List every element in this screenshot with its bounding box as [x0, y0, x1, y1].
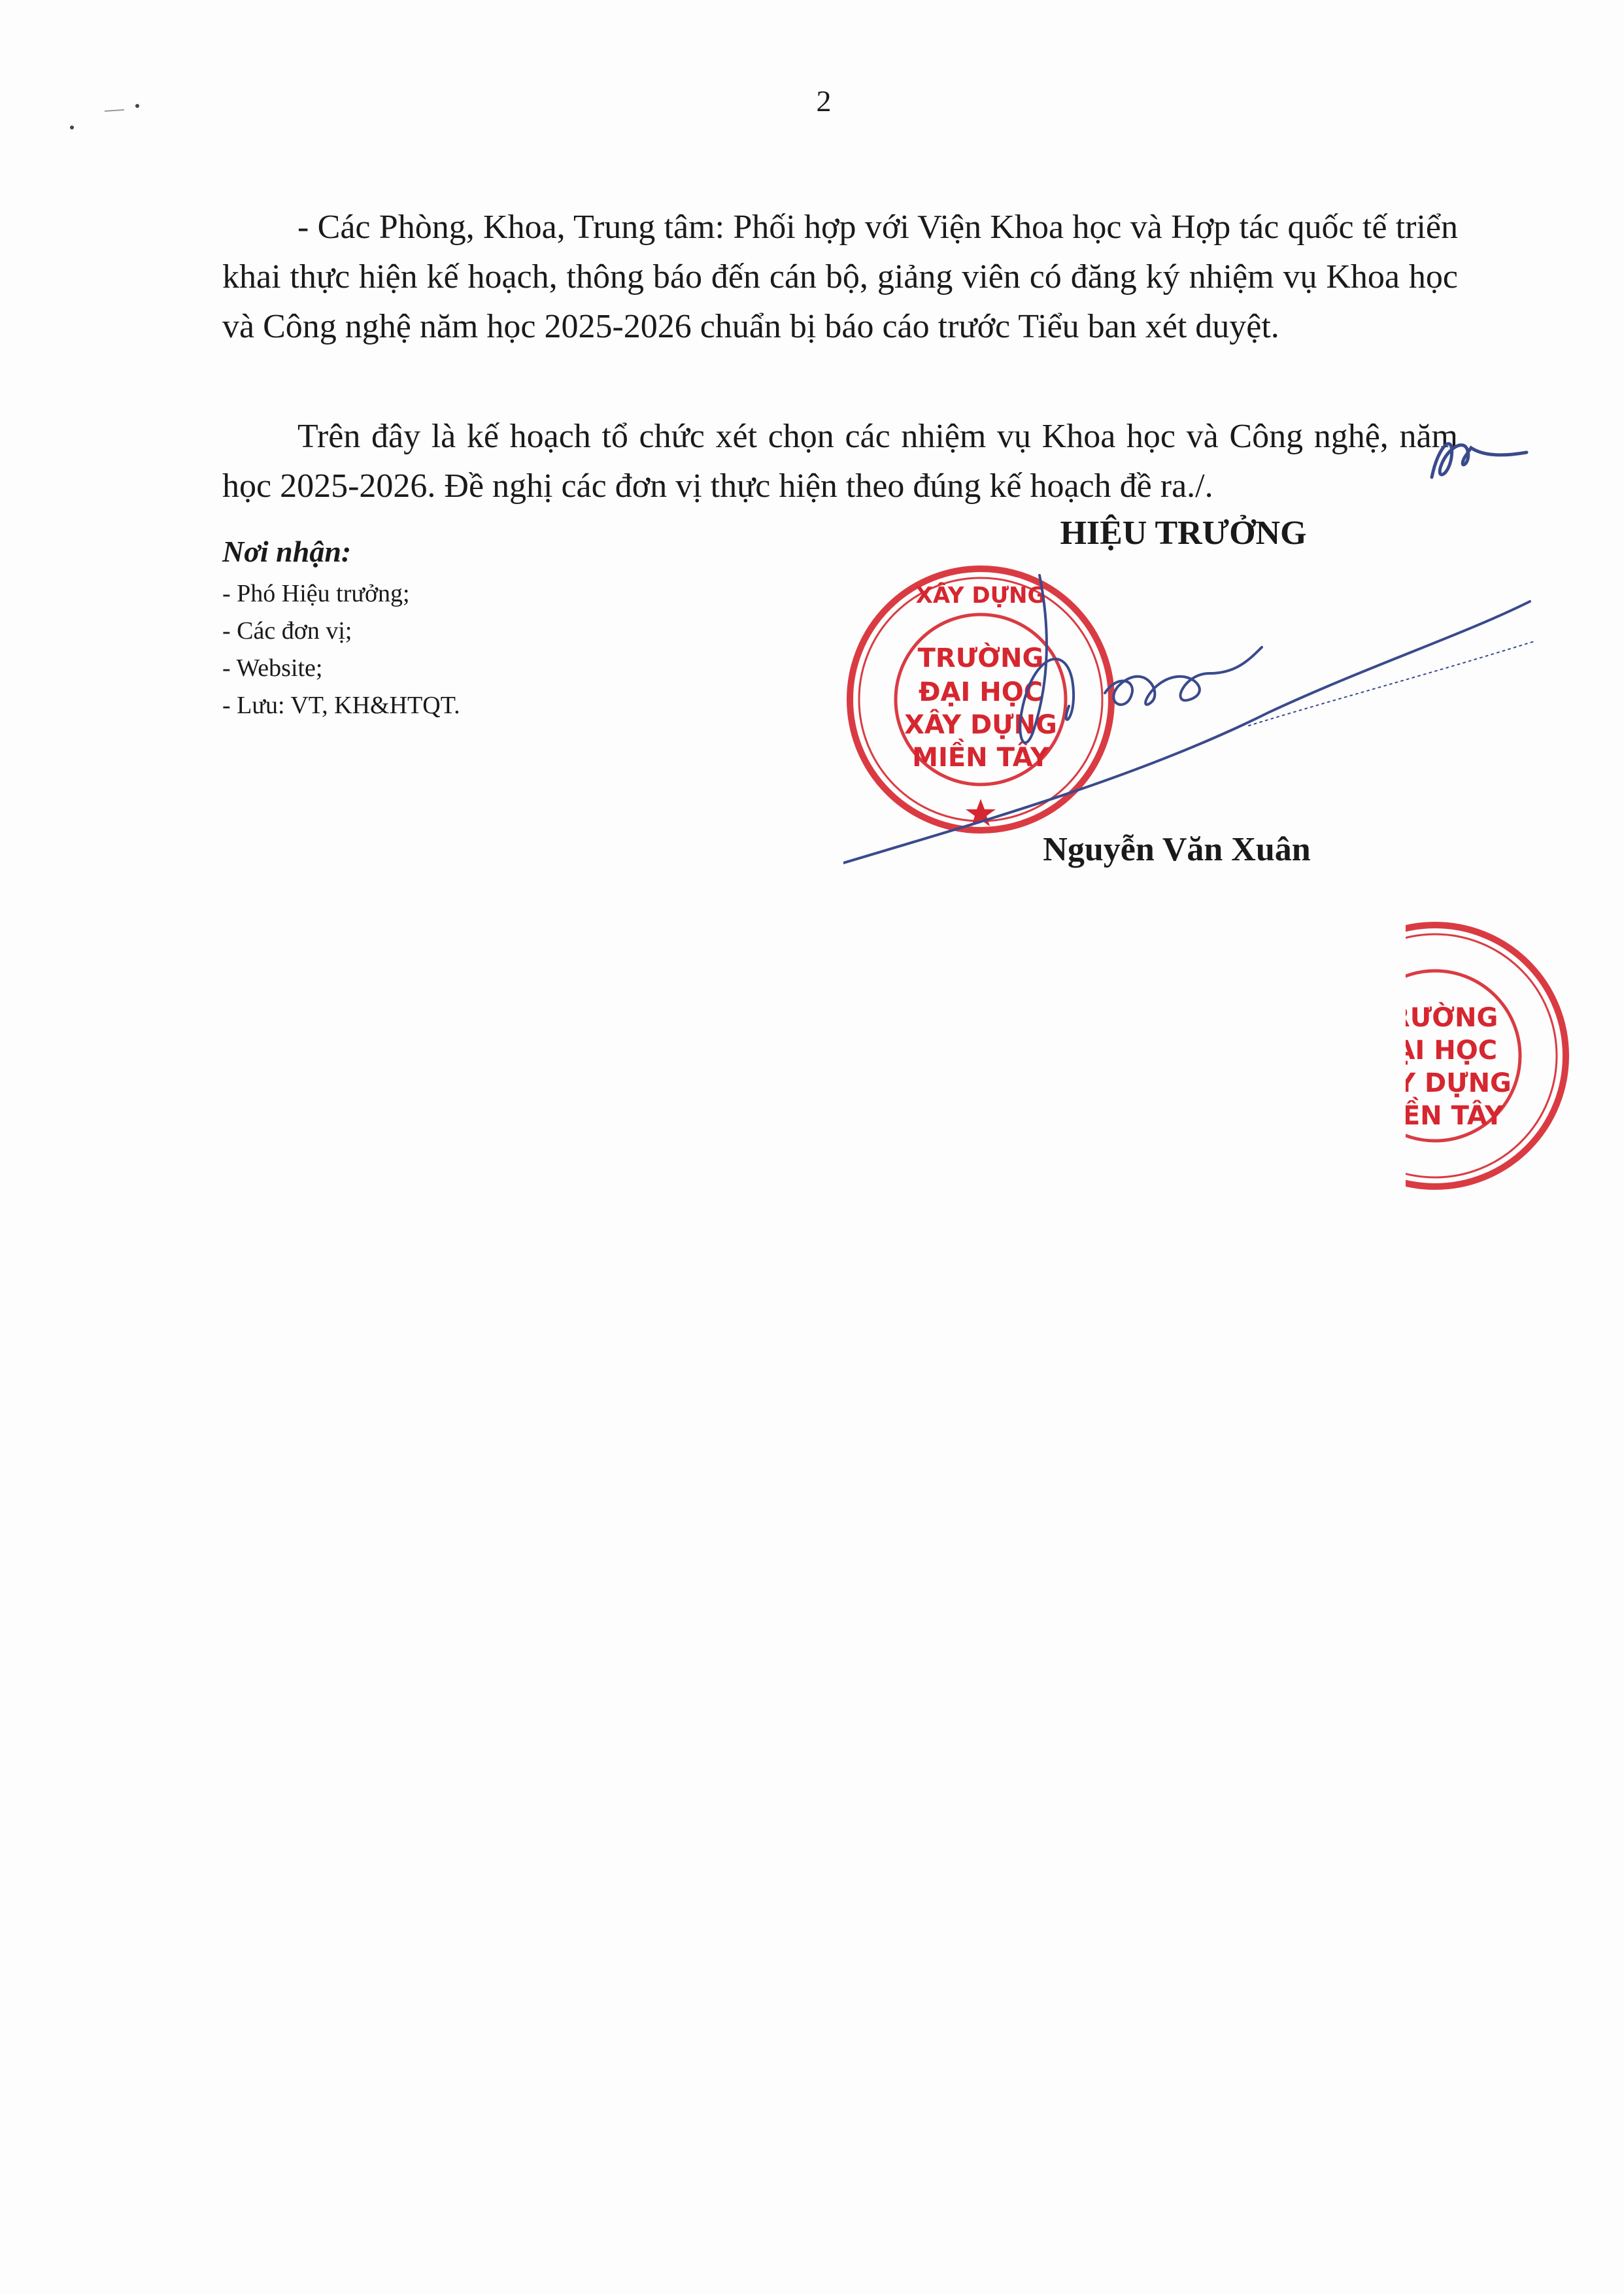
- recipients-list: [222, 575, 680, 724]
- recipient-item: - Website;: [222, 654, 323, 682]
- initials-mark: [1419, 418, 1530, 490]
- handwritten-signature: [843, 562, 1536, 876]
- seal-line-1: TRƯỜNG: [917, 643, 1044, 673]
- recipient-item: - Các đơn vị;: [222, 617, 352, 645]
- signer-title: HIỆU TRƯỞNG: [1060, 514, 1307, 552]
- signer-name: Nguyễn Văn Xuân: [1043, 831, 1311, 868]
- partial-seal-line-1: TRƯỜNG: [1372, 1003, 1498, 1033]
- recipients-title: Nơi nhận:: [222, 535, 352, 568]
- partial-seal-line-2: ĐẠI HỌC: [1372, 1036, 1498, 1066]
- recipients-block: [222, 531, 680, 724]
- seal-line-3: XÂY DỰNG: [904, 710, 1057, 740]
- seal-line-4: MIỀN TÂY: [912, 743, 1049, 773]
- paragraph-conclusion: Trên đây là kế hoạch tổ chức xét chọn các nhiệm vụ Khoa học và Công nghệ, năm học 2025-2026. Đề nghị các đơn vị thực hiện theo đúng kế hoạch đề ra./.: [222, 418, 1458, 505]
- seal-line-2: ĐẠI HỌC: [918, 677, 1043, 707]
- partial-seal-line-3: XÂY DỰNG: [1359, 1068, 1512, 1098]
- seal-ring-text: XÂY DỰNG: [915, 582, 1046, 609]
- partial-seal: [1359, 915, 1576, 1209]
- page-number: 2: [816, 84, 832, 118]
- paragraph-departments: - Các Phòng, Khoa, Trung tâm: Phối hợp với Viện Khoa học và Hợp tác quốc tế triển khai thực hiện kế hoạch, thông báo đến cán bộ, giảng viên có đăng ký nhiệm vụ Khoa học và Công nghệ năm học 2025-2026 chuẩn bị báo cáo trước Tiểu ban xét duyệt.: [222, 209, 1458, 345]
- partial-seal-line-4: MIỀN TÂY: [1366, 1101, 1504, 1131]
- recipient-item: - Phó Hiệu trưởng;: [222, 580, 410, 607]
- recipient-item: - Lưu: VT, KH&HTQT.: [222, 692, 460, 719]
- scan-specks: [65, 92, 157, 144]
